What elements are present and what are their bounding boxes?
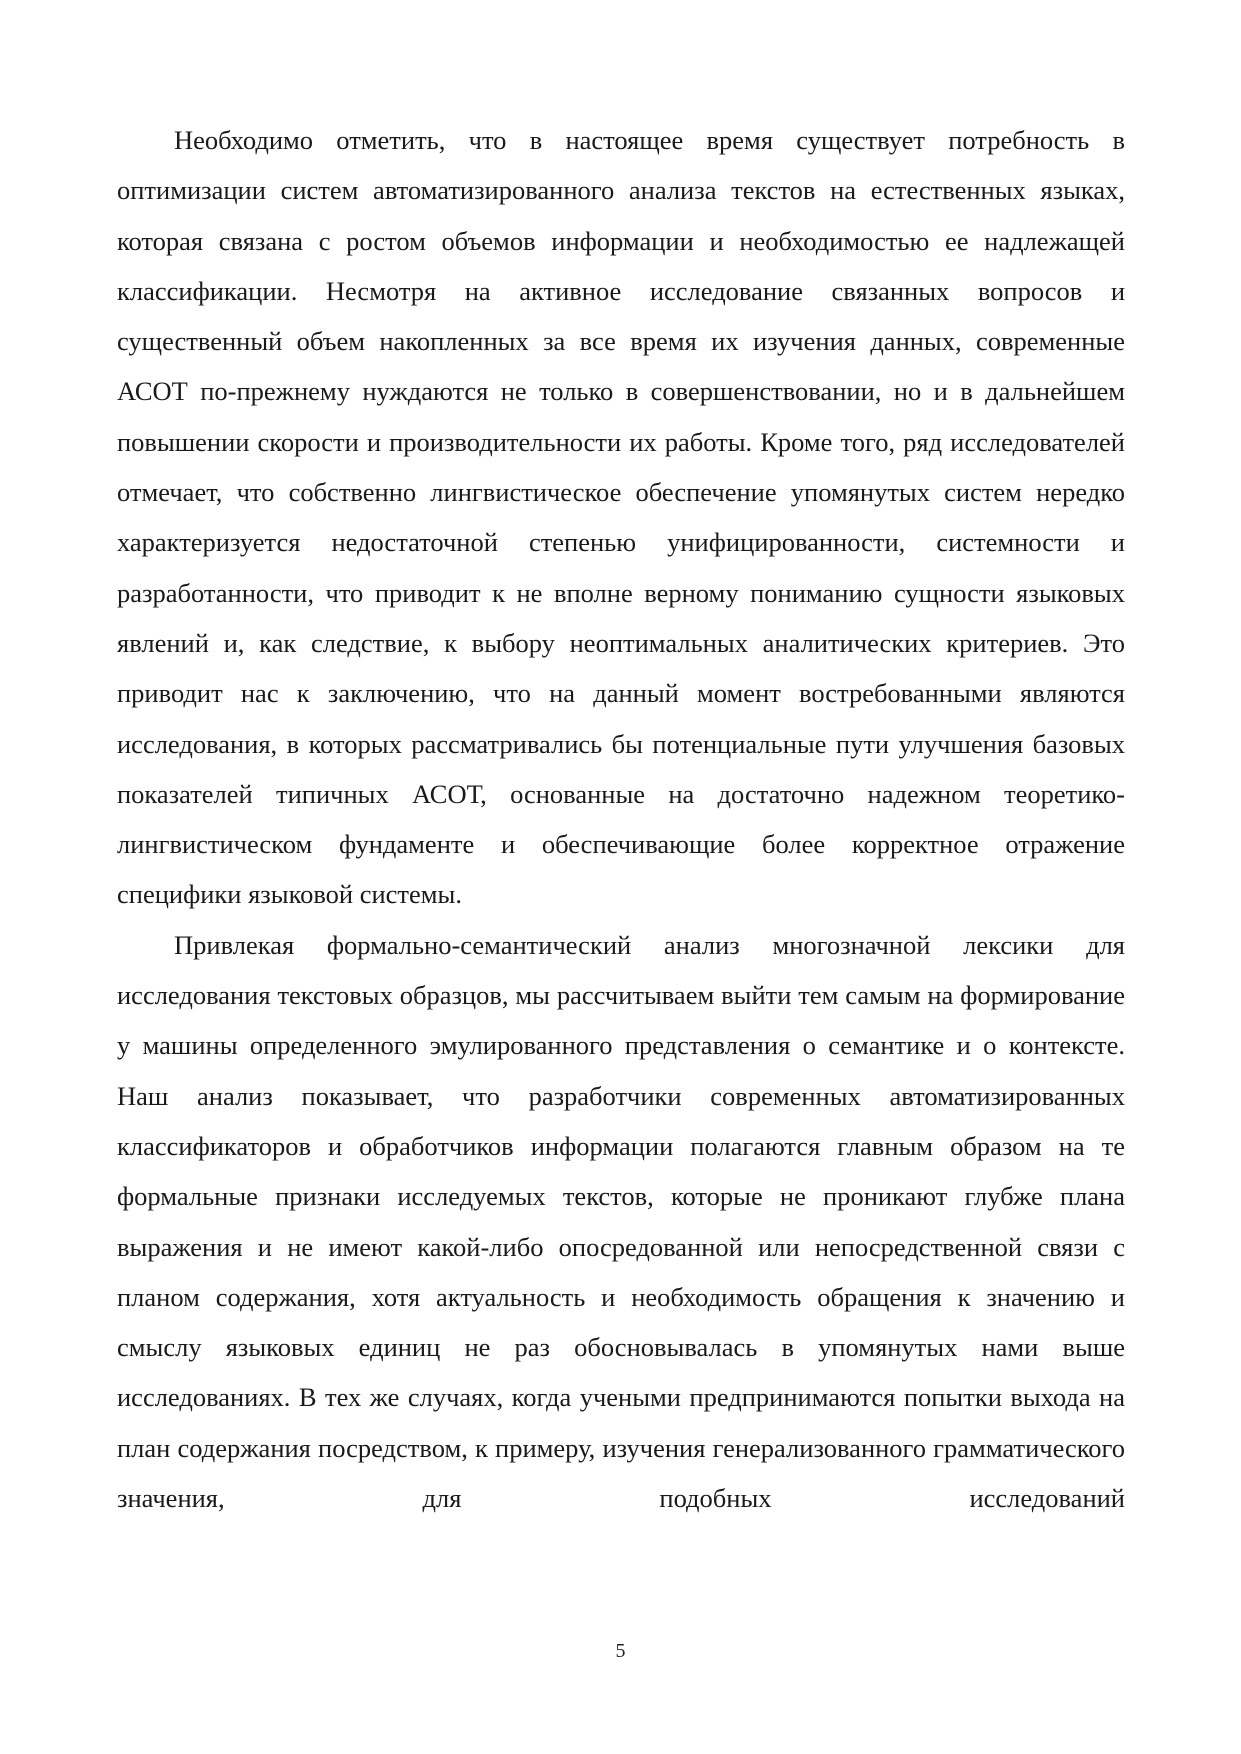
page-number: 5 (615, 1640, 626, 1662)
body-text (117, 115, 1125, 1523)
paragraph-2: Привлекая формально-семантический анализ многозначной лексики для исследования текстовых образцов, мы рассчитываем выйти тем самым на формирование у машины определенного эмулированного представления о семантике и о контексте. Наш анализ показывает, что разработчики современных автоматизированных классификаторов и обработчиков информации полагаются главным образом на те формальные признаки исследуемых текстов, которые не проникают глубже плана выражения и не имеют какой-либо опосредованной или непосредственной связи с планом содержания, хотя актуальность и необходимость обращения к значению и смыслу языковых единиц не раз обосновывалась в упомянутых нами выше исследованиях. В тех же случаях, когда учеными предпринимаются попытки выхода на план содержания посредством, к примеру, изучения генерализованного грамматического значения, для подобных исследований (117, 929, 1125, 1514)
paragraph-1: Необходимо отметить, что в настоящее время существует потребность в оптимизации систем автоматизированного анализа текстов на естественных языках, которая связана с ростом объемов информации и необходимостью ее надлежащей классификации. Несмотря на активное исследование связанных вопросов и существенный объем накопленных за все время их изучения данных, современные АСОТ по-прежнему нуждаются не только в совершенствовании, но и в дальнейшем повышении скорости и производительности их работы. Кроме того, ряд исследователей отмечает, что собственно лингвистическое обеспечение упомянутых систем нередко характеризуется недостаточной степенью унифицированности, системности и разработанности, что приводит к не вполне верному пониманию сущности языковых явлений и, как следствие, к выбору неоптимальных аналитических критериев. Это приводит нас к заключению, что на данный момент востребованными являются исследования, в которых рассматривались бы потенциальные пути улучшения базовых показателей типичных АСОТ, основанные на достаточно надежном теоретико-лингвистическом фундаменте и обеспечивающие более корректное отражение специфики языковой системы. (117, 125, 1125, 910)
